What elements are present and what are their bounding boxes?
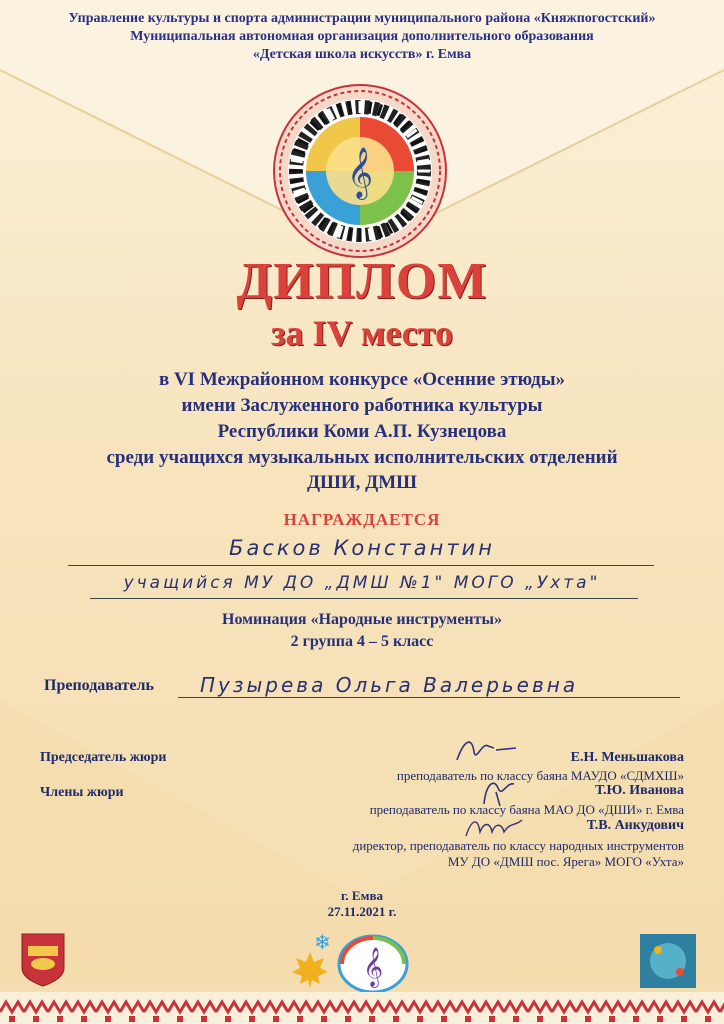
piano-key xyxy=(291,160,303,162)
border-ornament xyxy=(225,1016,231,1022)
piano-key xyxy=(417,160,429,162)
border-ornament xyxy=(681,1016,687,1022)
place-subtitle: за IV место xyxy=(271,313,453,353)
border-ornament xyxy=(585,1016,591,1022)
border-ornament xyxy=(489,1016,495,1022)
jury-member2-desc-2: МУ ДО «ДМШ пос. Ярега» МОГО «Ухта» xyxy=(447,854,684,869)
border-ornament xyxy=(561,1016,567,1022)
border-ornament xyxy=(153,1016,159,1022)
teacher-line xyxy=(178,697,680,698)
jury-chair-desc: преподаватель по классу баяна МАУДО «СДМХШ» xyxy=(396,768,684,783)
border-ornament xyxy=(609,1016,615,1022)
border-ornament xyxy=(105,1016,111,1022)
piano-key xyxy=(369,228,371,240)
piano-key xyxy=(417,180,429,182)
group: 2 группа 4 – 5 класс xyxy=(290,633,434,650)
border-ornament xyxy=(345,1016,351,1022)
border-ornament xyxy=(465,1016,471,1022)
jury-member2-name: Т.В. Анкудович xyxy=(586,818,684,833)
recipient-school: учащийся МУ ДО „ДМШ №1" МОГО „Ухта" xyxy=(123,573,601,593)
piano-key xyxy=(349,228,351,240)
jury-chair-name: Е.Н. Меньшакова xyxy=(570,750,684,765)
recipient-name-line xyxy=(68,565,654,566)
recipient-school-line xyxy=(90,598,638,599)
music-logo-bottom xyxy=(336,934,410,994)
footer-city: г. Емва xyxy=(341,888,383,903)
border-ornament xyxy=(57,1016,63,1022)
border-ornament xyxy=(9,1016,15,1022)
maple-leaf-icon xyxy=(290,950,330,990)
border-ornament xyxy=(417,1016,423,1022)
ornamental-border xyxy=(0,992,724,1024)
competition-line-2: имени Заслуженного работника культуры xyxy=(181,395,543,416)
border-ornament xyxy=(177,1016,183,1022)
border-ornament xyxy=(129,1016,135,1022)
competition-line-4: среди учащихся музыкальных исполнительских отделений xyxy=(106,447,618,468)
svg-text:𝄞: 𝄞 xyxy=(362,947,384,987)
diploma-title: ДИПЛОМ xyxy=(236,253,488,310)
jury-member1-name: Т.Ю. Иванова xyxy=(595,783,684,798)
border-ornament xyxy=(81,1016,87,1022)
header-line-2: Муниципальная автономная организация дополнительного образования xyxy=(130,29,594,44)
jury-members-label: Члены жюри xyxy=(40,785,124,800)
border-ornament xyxy=(393,1016,399,1022)
svg-text:𝄞: 𝄞 xyxy=(346,147,374,198)
jury-member1-desc: преподаватель по классу баяна МАО ДО «ДШИ» г. Емва xyxy=(369,802,684,817)
teacher-name: Пузырева Ольга Валерьевна xyxy=(200,673,579,697)
header-line-1: Управление культуры и спорта администрации муниципального района «Княжпогостский» xyxy=(68,11,656,26)
header-line-3: «Детская школа искусств» г. Емва xyxy=(252,47,472,62)
border-ornament xyxy=(249,1016,255,1022)
piano-key xyxy=(369,102,371,114)
coat-of-arms-icon xyxy=(20,932,66,988)
teacher-label: Преподаватель xyxy=(44,677,154,694)
border-ornament xyxy=(369,1016,375,1022)
footer-date: 27.11.2021 г. xyxy=(327,904,397,919)
competition-line-1: в VI Межрайонном конкурсе «Осенние этюды» xyxy=(158,369,566,390)
recipient-name: Басков Константин xyxy=(229,536,495,560)
border-ornament xyxy=(297,1016,303,1022)
border-ornament xyxy=(33,1016,39,1022)
jury-member2-desc-1: директор, преподаватель по классу народных инструментов xyxy=(352,838,684,853)
piano-key xyxy=(291,180,303,182)
border-ornament xyxy=(321,1016,327,1022)
competition-line-3: Республики Коми А.П. Кузнецова xyxy=(217,421,507,442)
jury-chair-label: Председатель жюри xyxy=(40,750,167,765)
anniversary-badge-icon xyxy=(640,934,696,988)
nomination: Номинация «Народные инструменты» xyxy=(222,611,502,628)
border-ornament xyxy=(705,1016,711,1022)
awarded-label: НАГРАЖДАЕТСЯ xyxy=(283,510,441,529)
border-ornament xyxy=(633,1016,639,1022)
music-logo-emblem xyxy=(272,83,448,259)
piano-key xyxy=(349,102,351,114)
border-ornament xyxy=(201,1016,207,1022)
competition-line-5: ДШИ, ДМШ xyxy=(306,472,418,493)
snowflake-icon: ❄ xyxy=(314,932,331,954)
border-ornament xyxy=(441,1016,447,1022)
border-ornament xyxy=(657,1016,663,1022)
border-ornament xyxy=(537,1016,543,1022)
border-ornament xyxy=(513,1016,519,1022)
chair-signature xyxy=(452,732,522,768)
border-ornament xyxy=(273,1016,279,1022)
